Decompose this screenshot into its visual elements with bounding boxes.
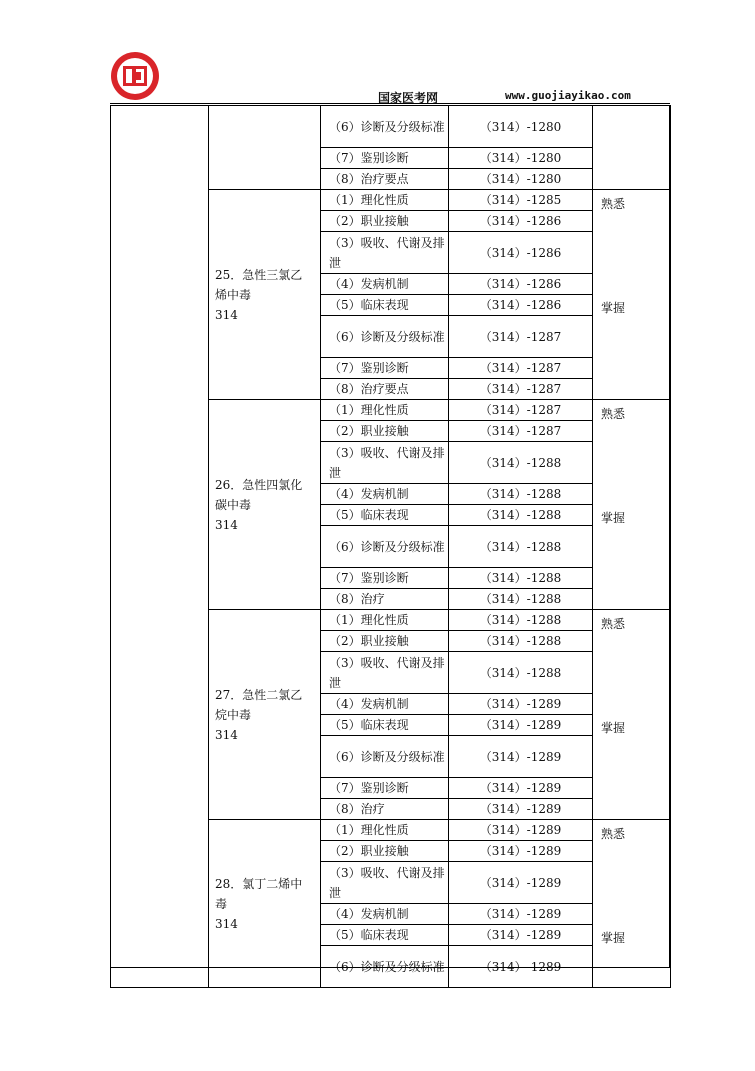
item-cell: （7）鉴别诊断 <box>321 778 449 799</box>
site-logo <box>110 51 160 101</box>
topic-cell <box>209 820 321 988</box>
item-cell: （2）职业接触 <box>321 841 449 862</box>
topic-cell <box>209 610 321 820</box>
item-cell: （5）临床表现 <box>321 925 449 946</box>
ref-cell: （314）-1287 <box>449 379 593 400</box>
item-cell: （1）理化性质 <box>321 190 449 211</box>
topic-code: 314 <box>215 916 238 931</box>
requirement-master: 掌握 <box>601 931 626 945</box>
requirement-cell <box>593 820 671 988</box>
item-cell: （8）治疗要点 <box>321 379 449 400</box>
item-cell: （6）诊断及分级标准 <box>321 736 449 778</box>
requirement-master: 掌握 <box>601 721 626 735</box>
ref-cell: （314）-1289 <box>449 946 593 988</box>
topic-cell <box>209 400 321 610</box>
ref-cell: （314）-1286 <box>449 295 593 316</box>
requirement-cell <box>593 610 671 820</box>
item-cell: （8）治疗 <box>321 589 449 610</box>
requirement-cell <box>593 106 671 190</box>
item-cell: （3）吸收、代谢及排泄 <box>321 652 449 694</box>
item-cell: （6）诊断及分级标准 <box>321 526 449 568</box>
item-cell: （7）鉴别诊断 <box>321 358 449 379</box>
header-divider <box>110 103 670 104</box>
ref-cell: （314）-1288 <box>449 484 593 505</box>
ref-cell: （314）-1287 <box>449 421 593 442</box>
topic-code: 314 <box>215 307 238 322</box>
item-cell: （4）发病机制 <box>321 904 449 925</box>
topic-cell <box>209 106 321 190</box>
requirement-familiar: 熟悉 <box>601 617 626 631</box>
item-cell: （5）临床表现 <box>321 295 449 316</box>
ref-cell: （314）-1289 <box>449 820 593 841</box>
ref-cell: （314）-1285 <box>449 190 593 211</box>
topic-code: 314 <box>215 727 238 742</box>
ref-cell: （314）-1288 <box>449 610 593 631</box>
ref-cell: （314）-1288 <box>449 631 593 652</box>
ref-cell: （314）-1280 <box>449 148 593 169</box>
item-cell: （2）职业接触 <box>321 211 449 232</box>
topic-cell <box>209 190 321 400</box>
ref-cell: （314）-1287 <box>449 400 593 421</box>
ref-cell: （314）-1289 <box>449 778 593 799</box>
item-cell: （6）诊断及分级标准 <box>321 316 449 358</box>
topic-title: 26．急性四氯化碳中毒 <box>215 477 303 512</box>
item-cell: （5）临床表现 <box>321 715 449 736</box>
requirement-cell <box>593 400 671 610</box>
item-cell: （5）临床表现 <box>321 505 449 526</box>
site-name: 国家医考网 <box>378 91 439 105</box>
requirement-master: 掌握 <box>601 301 626 315</box>
item-cell: （4）发病机制 <box>321 274 449 295</box>
ref-cell: （314）-1288 <box>449 568 593 589</box>
item-cell: （3）吸收、代谢及排泄 <box>321 442 449 484</box>
ref-cell: （314）-1289 <box>449 799 593 820</box>
chapter-cell <box>111 106 209 988</box>
item-cell: （7）鉴别诊断 <box>321 148 449 169</box>
item-cell: （7）鉴别诊断 <box>321 568 449 589</box>
item-cell: （1）理化性质 <box>321 820 449 841</box>
syllabus-table <box>110 105 671 988</box>
ref-cell: （314）-1287 <box>449 358 593 379</box>
item-cell: （6）诊断及分级标准 <box>321 106 449 148</box>
ref-cell: （314）-1288 <box>449 526 593 568</box>
item-cell: （2）职业接触 <box>321 421 449 442</box>
item-cell: （1）理化性质 <box>321 400 449 421</box>
ref-cell: （314）-1289 <box>449 925 593 946</box>
ref-cell: （314）-1286 <box>449 232 593 274</box>
syllabus-table-body <box>111 106 671 988</box>
item-cell: （6）诊断及分级标准 <box>321 946 449 988</box>
ref-cell: （314）-1286 <box>449 211 593 232</box>
ref-cell: （314）-1289 <box>449 841 593 862</box>
ref-cell: （314）-1289 <box>449 694 593 715</box>
item-cell: （2）职业接触 <box>321 631 449 652</box>
item-cell: （3）吸收、代谢及排泄 <box>321 232 449 274</box>
ref-cell: （314）-1288 <box>449 442 593 484</box>
requirement-master: 掌握 <box>601 511 626 525</box>
requirement-familiar: 熟悉 <box>601 407 626 421</box>
topic-title: 27．急性二氯乙烷中毒 <box>215 687 303 722</box>
ref-cell: （314）-1289 <box>449 904 593 925</box>
requirement-familiar: 熟悉 <box>601 827 626 841</box>
ref-cell: （314）-1288 <box>449 652 593 694</box>
ref-cell: （314）-1287 <box>449 316 593 358</box>
item-cell: （1）理化性质 <box>321 610 449 631</box>
requirement-familiar: 熟悉 <box>601 197 626 211</box>
requirement-cell <box>593 190 671 400</box>
ref-cell: （314）-1289 <box>449 736 593 778</box>
item-cell: （8）治疗 <box>321 799 449 820</box>
ref-cell: （314）-1280 <box>449 169 593 190</box>
ref-cell: （314）-1289 <box>449 715 593 736</box>
topic-title: 25．急性三氯乙烯中毒 <box>215 267 303 302</box>
item-cell: （8）治疗要点 <box>321 169 449 190</box>
ref-cell: （314）-1289 <box>449 862 593 904</box>
table-row <box>111 106 671 148</box>
topic-title: 28．氯丁二烯中毒 <box>215 876 303 911</box>
ref-cell: （314）-1288 <box>449 505 593 526</box>
topic-code: 314 <box>215 517 238 532</box>
item-cell: （4）发病机制 <box>321 484 449 505</box>
ref-cell: （314）-1286 <box>449 274 593 295</box>
site-url[interactable]: www.guojiayikao.com <box>505 89 631 102</box>
item-cell: （3）吸收、代谢及排泄 <box>321 862 449 904</box>
ref-cell: （314）-1280 <box>449 106 593 148</box>
ref-cell: （314）-1288 <box>449 589 593 610</box>
item-cell: （4）发病机制 <box>321 694 449 715</box>
